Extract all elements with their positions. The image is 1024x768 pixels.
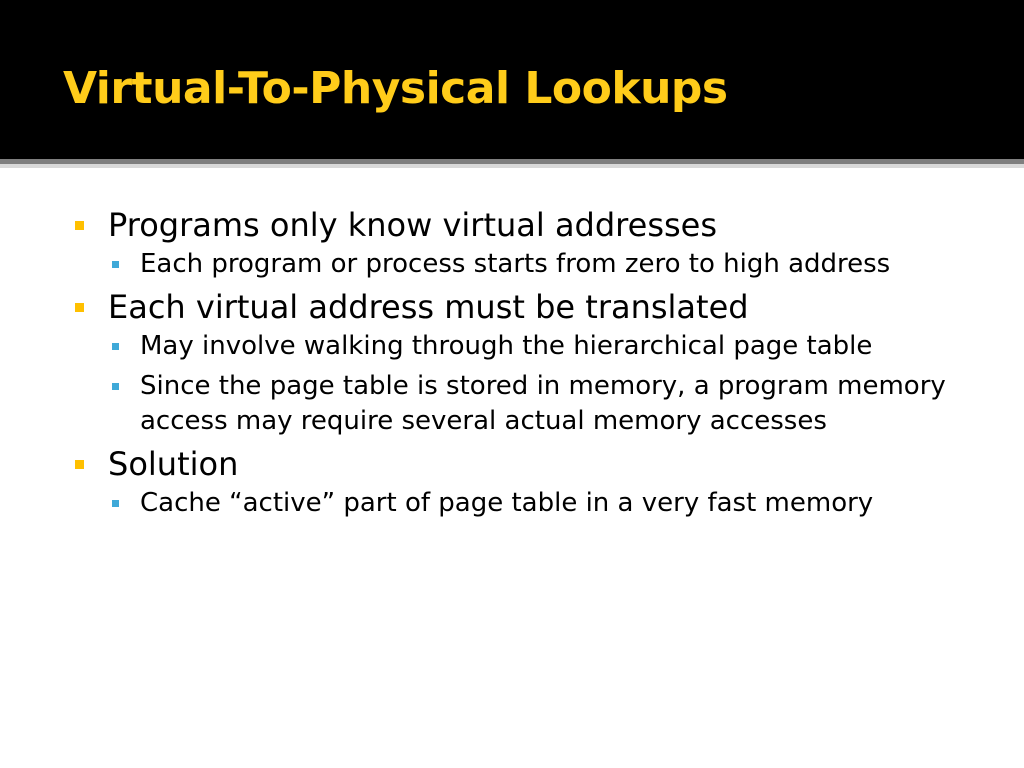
sub-bullet-item bbox=[74, 486, 954, 521]
sub-bullet-item bbox=[74, 247, 954, 282]
square-bullet-icon bbox=[75, 221, 84, 230]
sub-bullet-item bbox=[74, 329, 954, 364]
bullet-item bbox=[74, 444, 954, 484]
slide-title: Virtual-To-Physical Lookups bbox=[63, 63, 728, 114]
title-band bbox=[0, 0, 1024, 159]
sub-bullet-text: Each program or process starts from zero to high address bbox=[140, 249, 891, 279]
sub-bullet-text: May involve walking through the hierarchical page table bbox=[140, 331, 873, 361]
sub-bullet-text: Cache “active” part of page table in a very fast memory bbox=[140, 488, 874, 518]
bullet-text: Each virtual address must be translated bbox=[108, 288, 749, 326]
bullet-list bbox=[74, 205, 954, 526]
bullet-item bbox=[74, 287, 954, 327]
bullet-text: Solution bbox=[108, 445, 239, 483]
square-bullet-icon bbox=[112, 500, 119, 507]
square-bullet-icon bbox=[75, 460, 84, 469]
square-bullet-icon bbox=[75, 303, 84, 312]
bullet-item bbox=[74, 205, 954, 245]
square-bullet-icon bbox=[112, 343, 119, 350]
square-bullet-icon bbox=[112, 383, 119, 390]
sub-bullet-item bbox=[74, 369, 954, 439]
sub-bullet-text: Since the page table is stored in memory, a program memory access may require several actual memory accesses bbox=[140, 371, 946, 436]
title-divider-shadow bbox=[0, 164, 1024, 168]
square-bullet-icon bbox=[112, 261, 119, 268]
bullet-text: Programs only know virtual addresses bbox=[108, 206, 718, 244]
